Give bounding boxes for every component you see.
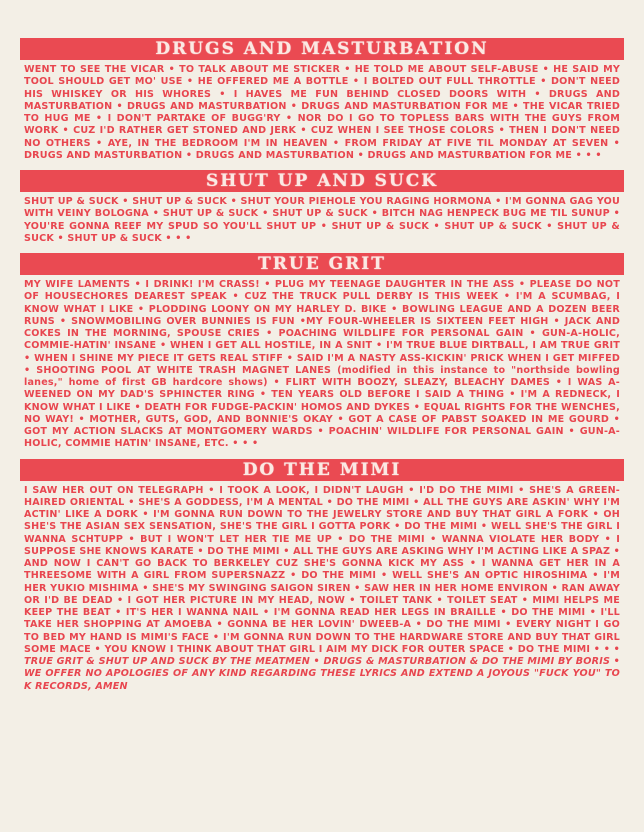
lyric-sheet <box>20 38 624 701</box>
lyrics-true-grit-part-a: MY WIFE LAMENTS • I DRINK! I'M CRASS! • PLUG MY TEENAGE DAUGHTER IN THE ASS • PLEASE DO NOT OF HOUSECHORES DEAREST SPEAK • CUZ THE TRUCK PULL DERBY IS THIS WEEK • I'M A SCUMBAG, I KNOW WHAT I LIKE • PLODDING LOONY ON MY HARLEY D. BIKE • BOWLING LEAGUE AND A DOZEN BEER RUNS • SNOWMOBILING OVER BUNNIES IS FUN •MY FOUR-WHEELER IS SIXTEEN FEET HIGH • JACK AND COKES IN THE MORNING, SPOUSE CRIES • POACHING WILDLIFE FOR PERSONAL GAIN • GUN-A-HOLIC, COMMIE-HATIN' INSANE • WHEN I GET ALL HOSTILE, IN A SNIT • I'M TRUE BLUE DIRTBALL, I AM TRUE GRIT • WHEN I SHINE MY PIECE IT GETS REAL STIFF • SAID I'M A NASTY ASS-KICKIN' PRICK WHEN I GET MIFFED • SHOOTING POOL AT WHITE TRASH MAGNET LANES <box>24 279 620 376</box>
section-title-shut-up-and-suck: SHUT UP AND SUCK <box>20 170 624 192</box>
lyrics-drugs-and-masturbation: WENT TO SEE THE VICAR • TO TALK ABOUT ME STICKER • HE TOLD ME ABOUT SELF-ABUSE • HE SAID MY TOOL SHOULD GET MO' USE • HE OFFERED ME A BOTTLE • I BOLTED OUT FULL THROTTLE • DON'T NEED HIS WHISKEY OR HIS WHORES • I HAVES ME FUN BEHIND CLOSED DOORS WITH • DRUGS AND MASTURBATION • DRUGS AND MASTURBATION • DRUGS AND MASTURBATION FOR ME • THE VICAR TRIED TO HUG ME • I DON'T PARTAKE OF BUGG'RY • NOR DO I GO TO TOPLESS BARS WITH THE GUYS FROM WORK • CUZ I'D RATHER GET STONED AND JERK • CUZ WHEN I SEE THOSE COLORS • THEN I DON'T NEED NO OTHERS • AYE, IN THE BEDROOM I'M IN HEAVEN • FROM FRIDAY AT FIVE TIL MONDAY AT SEVEN • DRUGS AND MASTURBATION • DRUGS AND MASTURBATION • DRUGS AND MASTURBATION FOR ME • • • <box>24 64 620 161</box>
section-title-do-the-mimi: DO THE MIMI <box>20 459 624 481</box>
lyrics-true-grit <box>24 279 620 451</box>
lyrics-do-the-mimi-text: I SAW HER OUT ON TELEGRAPH • I TOOK A LOOK, I DIDN'T LAUGH • I'D DO THE MIMI • SHE'S A GREEN-HAIRED ORIENTAL • SHE'S A GODDESS, I'M A MENTAL • DO THE MIMI • ALL THE GUYS ARE ASKIN' WHY I'M ACTIN' LIKE A DORK • I'M GONNA RUN DOWN TO THE JEWELRY STORE AND BUY THAT GIRL A FORK • OH SHE'S THE ASIAN SEX SENSATION, SHE'S THE GIRL I GOTTA PORK • DO THE MIMI • WELL SHE'S THE GIRL I WANNA SCHTUPP • BUT I WON'T LET HER TIE ME UP • DO THE MIMI • WANNA VIOLATE HER BODY • I SUPPOSE SHE KNOWS KARATE • DO THE MIMI • ALL THE GUYS ARE ASKING WHY I'M ACTING LIKE A SPAZ • AND NOW I CAN'T GO BACK TO BERKELEY CUZ SHE'S GONNA KICK MY ASS • I WANNA GET HER IN A THREESOME WITH A GIRL FROM SUPERSNAZZ • DO THE MIMI • WELL SHE'S AN OPTIC HIROSHIMA • I'M HER YUKIO MISHIMA • SHE'S MY SWINGING SAIGON SIREN • SAW HER IN HER HOME ENVIRON • RAN AWAY OR I'D BE DEAD • I GOT HER PICTURE IN MY HEAD, NOW • TOILET TANK • TOILET SEAT • MIMI HELPS ME KEEP THE BEAT • IT'S HER I WANNA NAIL • I'M GONNA READ HER LEGS IN BRAILLE • DO THE MIMI • I'LL TAKE HER SHOPPING AT AMOEBA • GONNA BE HER LOVIN' DWEEB-A • DO THE MIMI • EVERY NIGHT I GO TO BED MY HAND IS MIMI'S FACE • I'M GONNA RUN DOWN TO THE HARDWARE STORE AND BUY THAT GIRL SOME MACE • YOU KNOW I THINK ABOUT THAT GIRL I AIM MY DICK FOR OUTER SPACE • DO THE MIMI • • • <box>24 484 620 655</box>
credits-note: TRUE GRIT & SHUT UP AND SUCK BY THE MEATMEN • DRUGS & MASTURBATION & DO THE MIMI BY BORIS • WE OFFER NO APOLOGIES OF ANY KIND REGARDING THESE LYRICS AND EXTEND A JOYOUS "FUCK YOU" TO K RECORDS, AMEN <box>24 656 620 692</box>
lyrics-do-the-mimi <box>24 485 620 693</box>
lyrics-shut-up-and-suck: SHUT UP & SUCK • SHUT UP & SUCK • SHUT YOUR PIEHOLE YOU RAGING HORMONA • I'M GONNA GAG YOU WITH VEINY BOLOGNA • SHUT UP & SUCK • SHUT UP & SUCK • BITCH NAG HENPECK BUG ME TIL SUNUP • YOU'RE GONNA REEF MY SPUD SO YOU'LL SHUT UP • SHUT UP & SUCK • SHUT UP & SUCK • SHUT UP & SUCK • SHUT UP & SUCK • • • <box>24 196 620 244</box>
lyrics-true-grit-part-b: • FLIRT WITH BOOZY, SLEAZY, BLEACHY DAMES • I WAS A-WEENED ON MY DAD'S SPHINCTER RING • TEN YEARS OLD BEFORE I SAID A THING • I'M A REDNECK, I KNOW WHAT I LIKE • DEATH FOR FUDGE-PACKIN' HOMOS AND DYKES • EQUAL RIGHTS FOR THE WENCHES, NO WAY! • MOTHER, GUTS, GOD, AND BONNIE'S OKAY • GOT A CASE OF PABST SOAKED IN ME GOURD • GOT MY ACTION SLACKS AT MONTGOMERY WARDS • POACHIN' WILDLIFE FOR PERSONAL GAIN • GUN-A-HOLIC, COMMIE HATIN' INSANE, ETC. • • • <box>24 377 620 450</box>
lyrics-true-grit-note: (modified in this instance to "northside bowling lanes," home of first GB hardcore shows) <box>24 364 620 388</box>
section-title-true-grit: TRUE GRIT <box>20 253 624 275</box>
section-title-drugs-and-masturbation: DRUGS AND MASTURBATION <box>20 38 624 60</box>
